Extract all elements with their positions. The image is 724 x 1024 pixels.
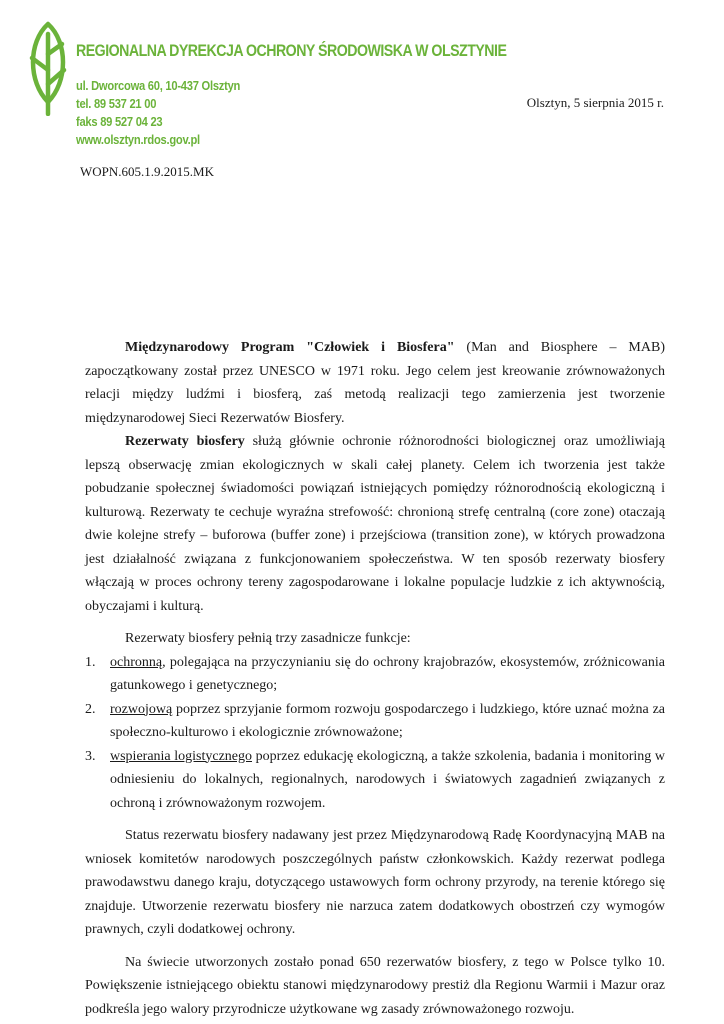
list-item-term: ochronną bbox=[110, 654, 163, 670]
list-item-text: poprzez edukację ekologiczną, a także szkolenia, badania i monitoring w odniesieniu do lokalnych, regionalnych, narodowych i światowych zagadnień związanych z ochroną i zrównoważonym rozwojem. bbox=[110, 748, 665, 811]
paragraph-reserves-text: służą głównie ochronie różnorodności biologicznej oraz umożliwiają lepszą obserwację zmian ekologicznych w skali całej planety. Celem ich tworzenia jest także pobudzanie społecznej świadomości powiązań istniejących pomiędzy różnorodnością ekologiczną i kulturową. Rezerwaty te cechuje wyraźna strefowość: chronioną strefę centralną (core zone) otaczają dwie kolejne strefy – buforowa (buffer zone) i przejściowa (transition zone), w których prowadzona jest działalność związana z funkcjonowaniem społeczeństwa. W ten sposób rezerwaty biosfery włączają w proces ochrony tereny zagospodarowane i lokalne populacje ludzkie z ich aktywnością, obyczajami i kulturą. bbox=[85, 434, 665, 614]
paragraph-mab-text: (Man and Biosphere – MAB) zapoczątkowany został przez UNESCO w 1971 roku. Jego celem jest kreowanie zrównoważonych relacji między ludźmi i biosferą, zaś metodą realizacji tego zamierzenia jest tworzenie międzynarodowej Sieci Rezerwatów Biosfery. bbox=[85, 340, 665, 426]
address-website[interactable]: www.olsztyn.rdos.gov.pl bbox=[76, 132, 200, 147]
address-fax: faks 89 527 04 23 bbox=[76, 114, 163, 129]
list-item bbox=[85, 745, 665, 816]
list-item bbox=[85, 698, 665, 745]
list-item-number: 3. bbox=[85, 748, 96, 764]
list-item-text: poprzez sprzyjanie formom rozwoju gospodarczego i ludzkiego, które uznać można za społeczno-kulturowo i ekologicznie zrównoważone; bbox=[110, 701, 665, 740]
list-item bbox=[85, 651, 665, 698]
letter-date: Olsztyn, 5 sierpnia 2015 r. bbox=[526, 95, 664, 110]
list-item-term: rozwojową bbox=[110, 701, 173, 717]
list-item-number: 1. bbox=[85, 654, 96, 670]
list-item-text: , polegająca na przyczynianiu się do ochrony krajobrazów, ekosystemów, zróżnicowania gatunkowego i genetycznego; bbox=[110, 654, 665, 693]
address-street: ul. Dworcowa 60, 10-437 Olsztyn bbox=[76, 78, 241, 93]
list-item-number: 2. bbox=[85, 701, 96, 717]
letter-body bbox=[85, 336, 665, 1021]
paragraph-world-count: Na świecie utworzonych zostało ponad 650 rezerwatów biosfery, z tego w Polsce tylko 10. Powiększenie istniejącego obiektu stanowi międzynarodowy prestiż dla Regionu Warmii i Mazur oraz podkreśla jego walory przyrodnicze użytkowane wg zasady zrównoważonego rozwoju. bbox=[85, 954, 665, 1017]
functions-intro: Rezerwaty biosfery pełnią trzy zasadnicze funkcje: bbox=[125, 631, 411, 646]
paragraph-status: Status rezerwatu biosfery nadawany jest przez Międzynarodową Radę Koordynacyjną MAB na wniosek komitetów narodowych poszczególnych państw członkowskich. Każdy rezerwat podlega prawodawstwu danego kraju, dotyczącego ustawowych form ochrony przyrody, na terenie którego się znajduje. Utworzenie rezerwatu biosfery nie narzuca zatem dodatkowych obostrzeń czy wymogów prawnych, czyli dodatkowej ochrony. bbox=[85, 828, 665, 937]
reserves-title: Rezerwaty biosfery bbox=[125, 434, 245, 449]
org-name: REGIONALNA DYREKCJA OCHRONY ŚRODOWISKA W OLSZTYNIE bbox=[76, 42, 507, 60]
paragraph-mab bbox=[85, 336, 665, 430]
list-item-term: wspierania logistycznego bbox=[110, 748, 252, 764]
paragraph-reserves bbox=[85, 430, 665, 618]
address-phone: tel. 89 537 21 00 bbox=[76, 96, 157, 111]
functions-list bbox=[85, 651, 665, 816]
mab-program-title: Międzynarodowy Program "Człowiek i Biosfera" bbox=[125, 340, 455, 355]
reference-number: WOPN.605.1.9.2015.MK bbox=[80, 164, 214, 179]
leaf-logo-icon bbox=[24, 20, 72, 116]
